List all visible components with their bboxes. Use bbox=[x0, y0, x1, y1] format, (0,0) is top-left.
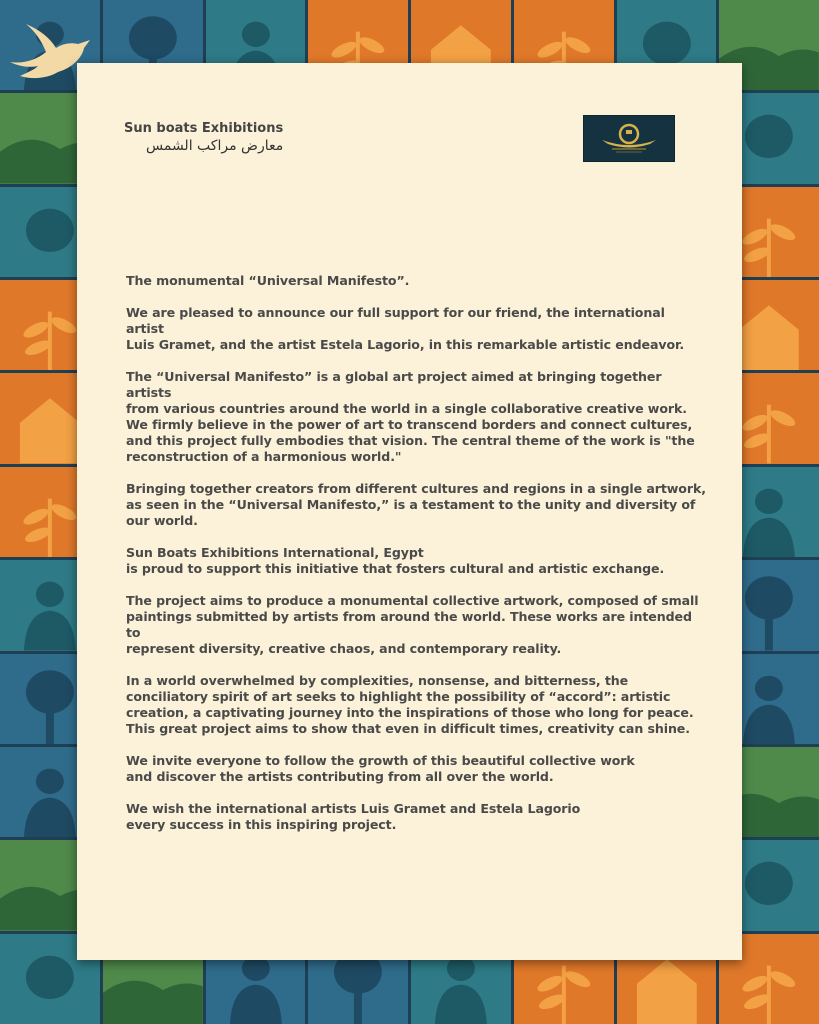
sun-boat-logo-icon bbox=[583, 115, 675, 162]
unity-paragraph: Bringing together creators from different cultures and regions in a single artwork, as seen in the “Universal Manifesto,” is a testament to the unity and diversity of our world. bbox=[126, 481, 706, 528]
accord-paragraph: In a world overwhelmed by complexities, nonsense, and bitterness, the conciliatory spirit of art seeks to highlight the possibility of “accord”: artistic creation, a captivating journey into the inspirations of those who long for peace. This great project aims to show that even in difficult times, creativity can shine. bbox=[126, 673, 694, 736]
wishes-paragraph: We wish the international artists Luis Gramet and Estela Lagorio every success in this inspiring project. bbox=[126, 801, 581, 832]
aim-paragraph: The project aims to produce a monumental collective artwork, composed of small paintings submitted by artists from around the world. These works are intended to represent diversity, creative chaos, and contemporary reality. bbox=[126, 593, 699, 656]
invitation-paragraph: We invite everyone to follow the growth of this beautiful collective work and discover the artists contributing from all over the world. bbox=[126, 753, 635, 784]
letter-body bbox=[126, 273, 706, 849]
sponsor-paragraph: Sun Boats Exhibitions International, Egypt is proud to support this initiative that fosters cultural and artistic exchange. bbox=[126, 545, 665, 576]
letter-page bbox=[77, 63, 742, 960]
heading-paragraph: The monumental “Universal Manifesto”. bbox=[126, 273, 410, 288]
brand-name-arabic: معارض مراكب الشمس bbox=[146, 138, 284, 154]
brand-block bbox=[124, 121, 283, 154]
brand-name-english: Sun boats Exhibitions bbox=[124, 121, 284, 136]
support-paragraph: We are pleased to announce our full support for our friend, the international artist Luis Gramet, and the artist Estela Lagorio, in this remarkable artistic endeavor. bbox=[126, 305, 685, 352]
project-description-paragraph: The “Universal Manifesto” is a global art project aimed at bringing together artists from various countries around the world in a single collaborative creative work. We firmly believe in the power of art to transcend borders and connect cultures, and this project fully embodies that vision. The central theme of the work is "the reconstruction of a harmonious world." bbox=[126, 369, 695, 464]
